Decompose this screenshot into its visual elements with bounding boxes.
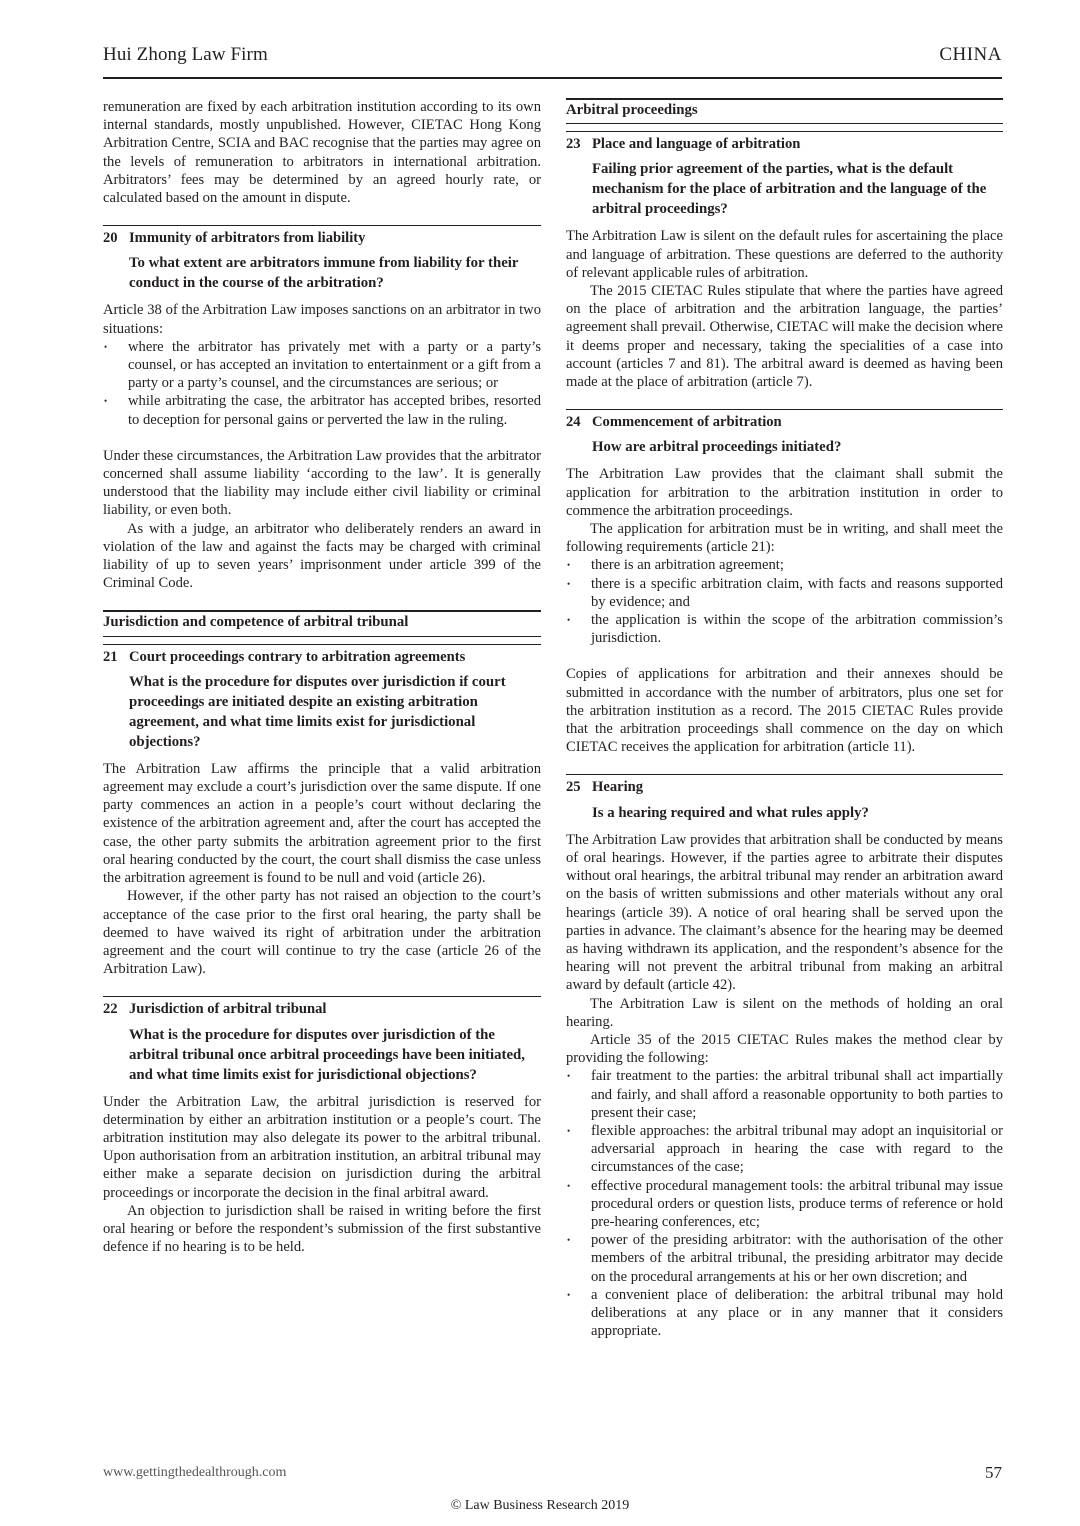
- q25-paragraph: The Arbitration Law is silent on the methods of holding an oral hearing.: [566, 995, 1003, 1030]
- q22-paragraph: An objection to jurisdiction shall be raised in writing before the first oral hearing or before the respondent’s submission of the first substantive defence if no hearing is to be held.: [103, 1202, 541, 1256]
- q22-question: What is the procedure for disputes over jurisdiction of the arbitral tribunal once arbitral proceedings have been initiated, and what time limits exist for jurisdictional objections?: [129, 1026, 525, 1083]
- running-header-country: CHINA: [939, 44, 1002, 65]
- q24-paragraph: The application for arbitration must be in writing, and shall meet the following requirements (article 21):: [566, 521, 1003, 556]
- q25-number: 25: [566, 779, 581, 796]
- q22-title: Jurisdiction of arbitral tribunal: [129, 1001, 327, 1018]
- q24-title: Commencement of arbitration: [592, 414, 782, 431]
- list-item: • where the arbitrator has privately met with a party or a party’s counsel, or has accepted an invitation to entertainment or a gift from a party or a party’s counsel, and the circumstances are serious; or: [103, 338, 541, 393]
- copyright-notice: © Law Business Research 2019: [450, 1498, 630, 1513]
- q22-heading: [103, 996, 541, 1018]
- list-item: • while arbitrating the case, the arbitrator has accepted bribes, resorted to deception for personal gains or perverted the law in the ruling.: [103, 392, 541, 428]
- list-item: • power of the presiding arbitrator: with the authorisation of the other members of the arbitral tribunal, the presiding arbitrator may decide on the procedural arrangements at his or her own discretion; and: [566, 1231, 1003, 1286]
- section-heading-jurisdiction: Jurisdiction and competence of arbitral tribunal: [103, 610, 541, 636]
- q25-paragraph: The Arbitration Law provides that arbitration shall be conducted by means of oral hearings. However, if the parties agree to arbitrate their disputes without oral hearings, the arbitral tribunal may render an arbitration award on the basis of written submissions and other materials without any oral hearings (article 39). A notice of oral hearing shall be served upon the parties in advance. The claimant’s absence for the hearing may be deemed as having withdrawn its application, and the respondent’s absence for the hearing will not prevent the arbitral tribunal from making an arbitral award by default (article 42).: [566, 831, 1003, 994]
- q22-number: 22: [103, 1001, 118, 1018]
- list-item: • fair treatment to the parties: the arbitral tribunal shall act impartially and fairly, and shall afford a reasonable opportunity to both parties to present their case;: [566, 1067, 1003, 1122]
- q24-question: How are arbitral proceedings initiated?: [592, 439, 842, 456]
- q21-paragraph: The Arbitration Law affirms the principle that a valid arbitration agreement may exclude a court’s jurisdiction over the same dispute. If one party commences an action in a people’s court without declaring the existence of the arbitration agreement and, after the court has accepted the case, the other party submits the arbitration agreement prior to the first oral hearing conducted by the court, the court shall dismiss the case unless the arbitration agreement is found to be null and void (article 26).: [103, 760, 541, 887]
- q25-bullet-list: [566, 1067, 1003, 1340]
- q25-heading: [566, 774, 1003, 796]
- q24-heading: [566, 409, 1003, 431]
- q21-question: What is the procedure for disputes over jurisdiction if court proceedings are initiated despite an existing arbitration agreement, and what time limits exist for jurisdictional objections?: [129, 673, 506, 750]
- q23-heading: [566, 131, 1003, 153]
- q20-title: Immunity of arbitrators from liability: [129, 230, 366, 247]
- q21-number: 21: [103, 648, 118, 665]
- q20-paragraph: Under these circumstances, the Arbitration Law provides that the arbitrator concerned shall assume liability ‘according to the law’. It is generally understood that the liability may include either civil liability or criminal liability, or even both.: [103, 447, 541, 519]
- footer-website: www.gettingthedealthrough.com: [103, 1465, 287, 1480]
- q25-title: Hearing: [592, 779, 644, 796]
- list-item: • the application is within the scope of the arbitration commission’s jurisdiction.: [566, 611, 1003, 647]
- q20-bullet-list: [103, 338, 541, 429]
- section-heading-arbitral-proceedings: Arbitral proceedings: [566, 98, 1003, 124]
- list-item: • there is a specific arbitration claim, with facts and reasons supported by evidence; and: [566, 575, 1003, 611]
- q23-paragraph: The Arbitration Law is silent on the default rules for ascertaining the place and language of arbitration. These questions are deferred to the authority of relevant applicable rules of arbitration.: [566, 228, 1003, 281]
- q20-heading: [103, 225, 541, 247]
- q24-paragraph: The Arbitration Law provides that the claimant shall submit the application for arbitration to the arbitration institution in order to commence the arbitration proceedings.: [566, 466, 1003, 519]
- list-item: • a convenient place of deliberation: the arbitral tribunal may hold deliberations at any place or in any manner that it considers appropriate.: [566, 1286, 1003, 1341]
- q22-paragraph: Under the Arbitration Law, the arbitral jurisdiction is reserved for determination by either an arbitration institution or a people’s court. The arbitration institution may also delegate its power to the arbitral tribunal. Upon authorisation from an arbitration institution, an arbitral tribunal may either make a separate decision on jurisdiction during the arbitral proceedings or incorporate the decision in the final arbitral award.: [103, 1093, 541, 1201]
- running-header-firm: Hui Zhong Law Firm: [103, 44, 268, 65]
- q20-paragraph: Article 38 of the Arbitration Law imposes sanctions on an arbitrator in two situations:: [103, 302, 541, 337]
- intro-paragraph: remuneration are fixed by each arbitration institution according to its own internal standards, mostly unpublished. However, CIETAC Hong Kong Arbitration Centre, SCIA and BAC recognise that the parties may agree on the levels of remuneration to arbitrators in international arbitration. Arbitrators’ fees may be determined by an agreed hourly rate, or calculated based on the amount in dispute.: [103, 99, 541, 207]
- q23-title: Place and language of arbitration: [592, 136, 801, 153]
- q20-question: To what extent are arbitrators immune from liability for their conduct in the course of the arbitration?: [129, 255, 519, 292]
- q21-heading: [103, 644, 541, 666]
- q21-paragraph: However, if the other party has not raised an objection to the court’s acceptance of the case prior to the first oral hearing, the party shall be deemed to have waived its right of arbitration under the arbitration agreement and the court will continue to try the case (article 26 of the Arbitration Law).: [103, 888, 541, 978]
- q24-bullet-list: [566, 556, 1003, 647]
- q25-question: Is a hearing required and what rules apply?: [592, 804, 869, 821]
- q21-title: Court proceedings contrary to arbitration agreements: [129, 648, 466, 665]
- right-column: [566, 98, 1003, 1340]
- list-item: • flexible approaches: the arbitral tribunal may adopt an inquisitorial or adversarial approach in hearing the case with regard to the circumstances of the case;: [566, 1122, 1003, 1177]
- left-column: [103, 98, 541, 1256]
- q20-paragraph: As with a judge, an arbitrator who deliberately renders an award in violation of the law and against the facts may be charged with criminal liability of up to seven years’ imprisonment under article 399 of the Criminal Code.: [103, 520, 541, 592]
- list-item: • there is an arbitration agreement;: [566, 556, 1003, 574]
- q23-number: 23: [566, 136, 581, 153]
- q23-question: Failing prior agreement of the parties, what is the default mechanism for the place of arbitration and the language of the arbitral proceedings?: [592, 161, 987, 218]
- q20-number: 20: [103, 230, 118, 247]
- header-rule: [103, 77, 1002, 79]
- q23-paragraph: The 2015 CIETAC Rules stipulate that where the parties have agreed on the place of arbitration and the arbitration language, the parties’ agreement shall prevail. Otherwise, CIETAC will make the decision where it deems proper and necessary, taking the specialities of a case into account (articles 7 and 81). The arbitral award is deemed as having been made at the place of arbitration (article 7).: [566, 283, 1003, 391]
- q25-paragraph: Article 35 of the 2015 CIETAC Rules makes the method clear by providing the following:: [566, 1031, 1003, 1067]
- q24-number: 24: [566, 414, 581, 431]
- q24-paragraph: Copies of applications for arbitration and their annexes should be submitted in accordance with the number of arbitrators, plus one set for the arbitration institution as a record. The 2015 CIETAC Rules provide that the arbitration proceedings shall commence on the day on which CIETAC receives the application for arbitration (article 11).: [566, 666, 1003, 756]
- page-number: 57: [985, 1463, 1002, 1482]
- list-item: • effective procedural management tools: the arbitral tribunal may issue procedural orders or question lists, produce terms of reference or hold pre-hearing conferences, etc;: [566, 1177, 1003, 1232]
